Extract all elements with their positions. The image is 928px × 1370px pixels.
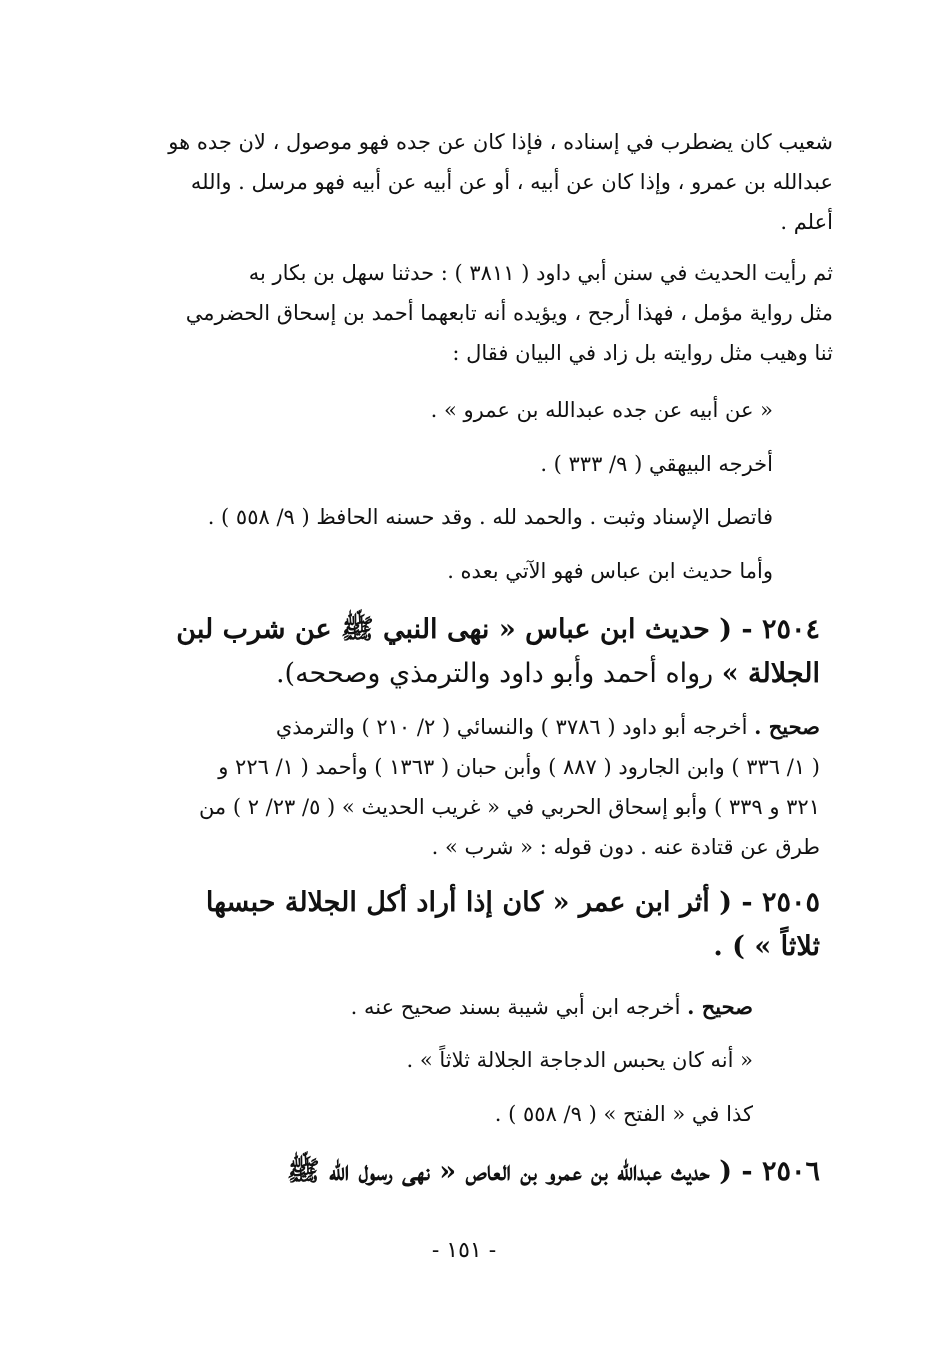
reference-text: كذا في « الفتح » ( ٩/ ٥٥٨ ) . [494, 1102, 753, 1126]
heading-line: ٢٥٠٥ - ( أثر ابن عمر « كان إذا أراد أكل الجلالة حبسها [205, 887, 820, 918]
hadith-2506-heading [80, 1150, 820, 1194]
heading-line: ٢٥٠٦ - ( حديث عبدالله بن عمرو بن العاص « نهى رسول الله ﷺ [286, 1156, 820, 1187]
page-number [0, 1231, 928, 1271]
text-line: وأما حديث ابن عباس فهو الآتي بعده . [447, 559, 773, 583]
hadith-2505-reference [495, 1094, 753, 1134]
text-line: عبدالله بن عمرو ، وإذا كان عن أبيه ، أو عن أبيه عن أبيه فهو مرسل . والله [190, 170, 833, 194]
paragraph-1 [93, 122, 833, 242]
grade-label: صحيح . [754, 714, 820, 739]
heading-line: ٢٥٠٤ - ( حديث ابن عباس « نهى النبي ﷺ عن شرب لبن [176, 614, 820, 645]
quotation [431, 390, 773, 430]
text-line: ( ١/ ٣٣٦ ) وابن الجارود ( ٨٨٧ ) وأبن حبان ( ١٣٦٣ ) وأحمد ( ١/ ٢٢٦ و [218, 755, 820, 779]
heading-line: ثلاثاً » ) . [713, 931, 820, 962]
text-line: طرق عن قتادة عنه . دون قوله : « شرب » . [431, 835, 820, 859]
hadith-2504-heading [100, 608, 820, 696]
text-line [351, 987, 753, 1027]
text-line: ثنا وهيب مثل روايته بل زاد في البيان فقال : [452, 341, 833, 365]
text-line [100, 707, 820, 747]
heading-bold-text: الجلالة » [721, 658, 820, 689]
text-line: أعلم . [780, 210, 833, 234]
quotation-text: « عن أبيه عن جده عبدالله بن عمرو » . [430, 398, 773, 422]
hadith-2505-grade-line [351, 987, 753, 1027]
text-line: فاتصل الإسناد وثبت . والحمد لله . وقد حسنه الحافظ ( ٩/ ٥٥٨ ) . [207, 505, 773, 529]
text-line: ٣٢١ و ٣٣٩ ) وأبو إسحاق الحربي في « غريب الحديث » ( ٥/ ٢٣/ ٢ ) من [198, 795, 820, 819]
paragraph-4 [447, 551, 773, 591]
text-line: شعيب كان يضطرب في إسناده ، فإذا كان عن جده فهو موصول ، لان جده هو [168, 130, 833, 154]
grade-label: صحيح . [687, 994, 753, 1019]
hadith-2505-heading [100, 881, 820, 969]
page-number-text: - ١٥١ - [431, 1238, 497, 1263]
text-line: ثم رأيت الحديث في سنن أبي داود ( ٣٨١١ ) : حدثنا سهل بن بكار به [248, 261, 833, 285]
hadith-2505-quote [406, 1040, 753, 1080]
text-line: مثل رواية مؤمل ، فهذا أرجح ، ويؤيده أنه تابعهما أحمد بن إسحاق الحضرمي [185, 301, 833, 325]
heading-normal-text: رواه أحمد وأبو داود والترمذي وصححه). [275, 658, 722, 689]
paragraph-3 [208, 497, 773, 537]
reference-line [540, 444, 773, 484]
text-segment: أخرجه ابن أبي شيبة بسند صحيح عنه . [350, 995, 688, 1019]
hadith-2504-body [100, 707, 820, 867]
quotation-text: « أنه كان يحبس الدجاجة الجلالة ثلاثاً » . [406, 1048, 753, 1072]
heading-line [100, 652, 820, 696]
paragraph-2 [93, 253, 833, 373]
reference-text: أخرجه البيهقي ( ٩/ ٣٣٣ ) . [540, 452, 773, 476]
text-segment: أخرجه أبو داود ( ٣٧٨٦ ) والنسائي ( ٢/ ٢١٠ ) والترمذي [275, 715, 755, 739]
